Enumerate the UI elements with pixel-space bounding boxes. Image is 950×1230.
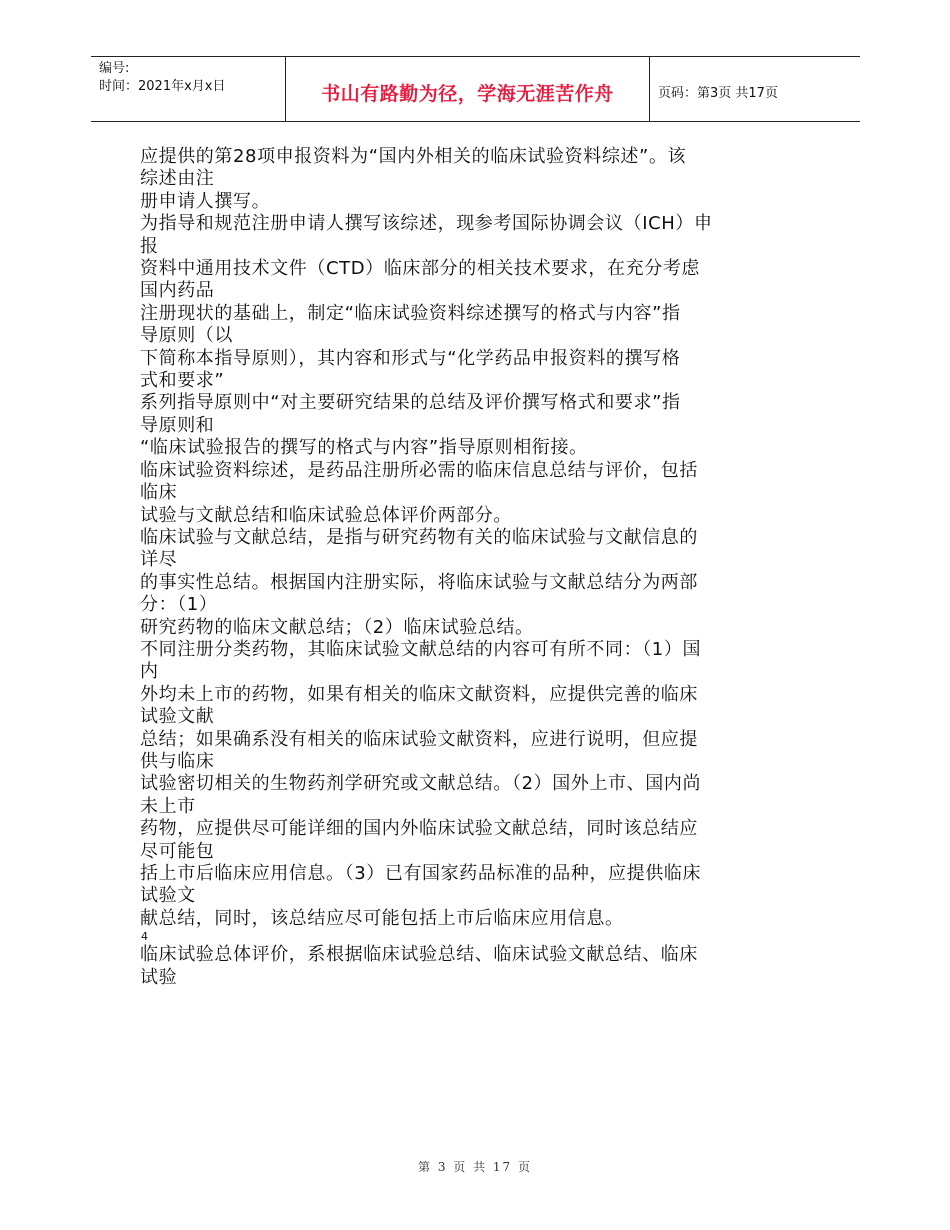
body-line: 导原则（以 [140, 325, 233, 347]
body-line: 的事实性总结。根据国内注册实际，将临床试验与文献总结分为两部 [140, 571, 698, 593]
body-line: 外均未上市的药物，如果有相关的临床文献资料，应提供完善的临床 [140, 683, 698, 705]
body-line: 尽可能包 [140, 840, 215, 862]
body-line: 试验密切相关的生物药剂学研究或文献总结。（2）国外上市、国内尚 [140, 773, 702, 795]
body-line: 国内药品 [140, 280, 215, 302]
time-label: 时间：2021年x月x日 [99, 79, 226, 94]
body-line: 报 [140, 235, 159, 257]
body-line: 式和要求” [140, 370, 225, 392]
body-line: 应提供的第28项申报资料为“国内外相关的临床试验资料综述”。该 [140, 146, 687, 167]
page-footer: 第 3 页 共 17 页 [418, 1160, 532, 1174]
body-line: 括上市后临床应用信息。（3）已有国家药品标准的品种，应提供临床 [140, 863, 702, 884]
body-line: 试验 [140, 966, 178, 988]
body-line: 下简称本指导原则），其内容和形式与“化学药品申报资料的撰写格 [140, 347, 681, 369]
header-page-info: 页码：第3页 共17页 [658, 86, 778, 101]
body-line: 系列指导原则中“对主要研究结果的总结及评价撰写格式和要求”指 [140, 392, 681, 414]
page-header [91, 56, 860, 122]
body-line: 临床试验总体评价，系根据临床试验总结、临床试验文献总结、临床 [140, 944, 698, 966]
body-line: 临床 [140, 482, 178, 504]
body-line: 未上市 [140, 795, 196, 817]
body-line: 临床试验资料综述，是药品注册所必需的临床信息总结与评价，包括 [140, 459, 698, 481]
header-meta [99, 60, 225, 96]
header-divider-right [649, 57, 650, 121]
body-line: 内 [140, 661, 159, 683]
body-line: 册申请人撰写。 [140, 190, 271, 212]
body-line: 详尽 [140, 549, 178, 571]
body-line: 供与临床 [140, 750, 215, 772]
document-body [140, 146, 830, 989]
body-line: 试验文 [140, 885, 196, 907]
body-line: 导原则和 [140, 414, 215, 436]
body-line: 药物，应提供尽可能详细的国内外临床试验文献总结，同时该总结应 [140, 818, 698, 840]
body-line: 临床试验与文献总结，是指与研究药物有关的临床试验与文献信息的 [140, 526, 698, 548]
body-line: 试验与文献总结和临床试验总体评价两部分。 [140, 504, 512, 526]
body-line: 综述由注 [140, 168, 215, 190]
page-marker: 4 [141, 930, 149, 944]
body-line: 献总结，同时，该总结应尽可能包括上市后临床应用信息。 [140, 907, 624, 929]
body-line: “临床试验报告的撰写的格式与内容”指导原则相衔接。 [140, 437, 588, 459]
body-line: 为指导和规范注册申请人撰写该综述，现参考国际协调会议（ICH）申 [140, 213, 713, 235]
body-line: 试验文献 [140, 706, 215, 728]
body-line: 不同注册分类药物，其临床试验文献总结的内容可有所不同：（1）国 [140, 638, 702, 660]
header-motto: 书山有路勤为径，学海无涯苦作舟 [321, 83, 614, 105]
body-line: 分：（1） [140, 594, 218, 616]
number-label: 编号: [99, 61, 130, 76]
body-line: 注册现状的基础上，制定“临床试验资料综述撰写的格式与内容”指 [140, 302, 681, 324]
body-line: 研究药物的临床文献总结；（2）临床试验总结。 [140, 616, 534, 638]
body-line: 总结；如果确系没有相关的临床试验文献资料，应进行说明，但应提 [140, 728, 698, 750]
body-line: 资料中通用技术文件（CTD）临床部分的相关技术要求，在充分考虑 [140, 258, 701, 280]
